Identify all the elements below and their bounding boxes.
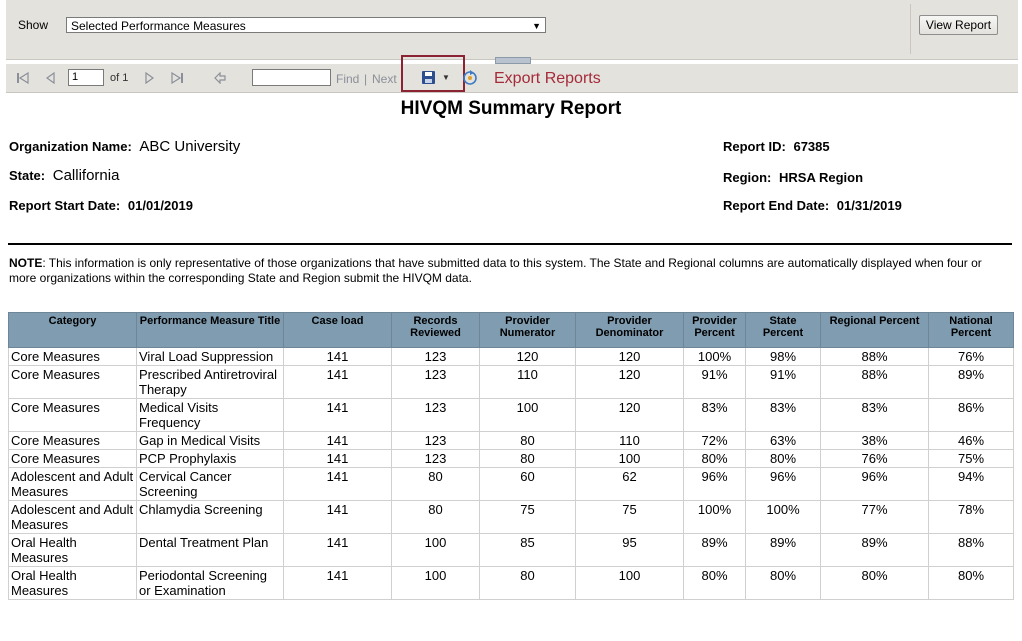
table-cell: 80% <box>746 567 821 600</box>
organization-name-row <box>9 138 240 155</box>
table-cell: 141 <box>284 399 392 432</box>
table-cell: 60 <box>480 468 576 501</box>
table-cell: 80 <box>392 501 480 534</box>
table-cell: 80% <box>746 450 821 468</box>
table-row <box>9 534 1014 567</box>
column-header: Performance Measure Title <box>137 313 284 348</box>
org-name-label: Organization Name: <box>9 139 132 154</box>
start-date-value: 01/01/2019 <box>127 198 193 213</box>
table-row <box>9 399 1014 432</box>
table-cell: 120 <box>576 366 684 399</box>
table-cell: 141 <box>284 432 392 450</box>
table-cell: Viral Load Suppression <box>137 348 284 366</box>
table-cell: 80 <box>392 468 480 501</box>
table-cell: 80% <box>821 567 929 600</box>
table-cell: 80% <box>929 567 1014 600</box>
table-cell: 76% <box>821 450 929 468</box>
table-row <box>9 468 1014 501</box>
collapse-parameters-toggle[interactable] <box>495 57 531 64</box>
table-cell: 110 <box>480 366 576 399</box>
parameter-panel <box>6 0 1018 60</box>
table-cell: 100% <box>746 501 821 534</box>
table-cell: 123 <box>392 450 480 468</box>
table-cell: 96% <box>746 468 821 501</box>
page-count-label: of 1 <box>110 72 129 84</box>
table-cell: Core Measures <box>9 366 137 399</box>
table-cell: Chlamydia Screening <box>137 501 284 534</box>
page-number-input[interactable]: 1 <box>68 69 104 86</box>
column-header: Provider Denominator <box>576 313 684 348</box>
table-cell: 98% <box>746 348 821 366</box>
table-cell: Periodontal Screening or Examination <box>137 567 284 600</box>
table-cell: 141 <box>284 501 392 534</box>
table-cell: 75 <box>480 501 576 534</box>
save-export-icon[interactable] <box>421 70 437 86</box>
table-cell: 72% <box>684 432 746 450</box>
table-cell: 100% <box>684 348 746 366</box>
table-cell: 89% <box>684 534 746 567</box>
show-dropdown[interactable] <box>66 17 546 33</box>
report-id-value: 67385 <box>793 139 830 154</box>
start-date-label: Report Start Date: <box>9 198 121 213</box>
table-cell: Dental Treatment Plan <box>137 534 284 567</box>
table-cell: 141 <box>284 450 392 468</box>
region-label: Region: <box>723 170 772 185</box>
end-date-value: 01/31/2019 <box>836 198 902 213</box>
table-cell: 141 <box>284 534 392 567</box>
report-id-row <box>723 139 830 154</box>
table-cell: 76% <box>929 348 1014 366</box>
table-cell: 83% <box>684 399 746 432</box>
column-header: Records Reviewed <box>392 313 480 348</box>
refresh-icon[interactable] <box>462 70 478 86</box>
column-header: State Percent <box>746 313 821 348</box>
column-header: Case load <box>284 313 392 348</box>
previous-page-icon[interactable] <box>46 72 56 84</box>
table-cell: 89% <box>929 366 1014 399</box>
table-cell: 100 <box>576 567 684 600</box>
end-date-label: Report End Date: <box>723 198 830 213</box>
export-dropdown-caret-icon[interactable]: ▼ <box>442 73 450 82</box>
table-cell: Oral Health Measures <box>9 534 137 567</box>
table-cell: 141 <box>284 366 392 399</box>
table-row <box>9 567 1014 600</box>
table-cell: 77% <box>821 501 929 534</box>
table-cell: Core Measures <box>9 348 137 366</box>
table-cell: Adolescent and Adult Measures <box>9 501 137 534</box>
table-cell: Medical Visits Frequency <box>137 399 284 432</box>
table-cell: 88% <box>821 366 929 399</box>
table-cell: Core Measures <box>9 432 137 450</box>
table-cell: 78% <box>929 501 1014 534</box>
table-cell: 120 <box>576 399 684 432</box>
table-header-row <box>9 313 1014 348</box>
region-value: HRSA Region <box>779 170 864 185</box>
table-cell: 80 <box>480 432 576 450</box>
note-label: NOTE <box>9 256 43 270</box>
table-cell: 80 <box>480 450 576 468</box>
first-page-icon[interactable] <box>16 72 30 84</box>
table-cell: 80% <box>684 567 746 600</box>
table-cell: 62 <box>576 468 684 501</box>
table-cell: 91% <box>746 366 821 399</box>
table-cell: Cervical Cancer Screening <box>137 468 284 501</box>
state-row <box>9 167 119 184</box>
table-row <box>9 432 1014 450</box>
dropdown-arrow-icon: ▼ <box>532 21 541 31</box>
report-toolbar <box>6 64 1018 93</box>
table-cell: 100 <box>392 534 480 567</box>
table-cell: 141 <box>284 567 392 600</box>
table-cell: 80% <box>684 450 746 468</box>
table-cell: 88% <box>821 348 929 366</box>
table-row <box>9 348 1014 366</box>
column-header: Category <box>9 313 137 348</box>
table-cell: 120 <box>480 348 576 366</box>
table-cell: 123 <box>392 399 480 432</box>
table-cell: 46% <box>929 432 1014 450</box>
end-date-row <box>723 198 902 213</box>
show-dropdown-value: Selected Performance Measures <box>71 19 246 33</box>
table-cell: 89% <box>821 534 929 567</box>
table-cell: 80 <box>480 567 576 600</box>
table-row <box>9 366 1014 399</box>
table-cell: Adolescent and Adult Measures <box>9 468 137 501</box>
show-label: Show <box>18 18 49 32</box>
table-cell: 96% <box>821 468 929 501</box>
table-cell: 100% <box>684 501 746 534</box>
find-link[interactable]: Find <box>336 72 360 86</box>
table-cell: Gap in Medical Visits <box>137 432 284 450</box>
state-value: Callifornia <box>52 167 120 184</box>
table-cell: 88% <box>929 534 1014 567</box>
table-row <box>9 501 1014 534</box>
table-row <box>9 450 1014 468</box>
view-report-button[interactable]: View Report <box>919 15 998 35</box>
table-cell: 120 <box>576 348 684 366</box>
table-cell: 91% <box>684 366 746 399</box>
table-cell: 100 <box>576 450 684 468</box>
table-cell: 100 <box>392 567 480 600</box>
performance-measures-table <box>8 312 1014 600</box>
table-cell: 75% <box>929 450 1014 468</box>
table-cell: 86% <box>929 399 1014 432</box>
org-name-value: ABC University <box>139 138 241 155</box>
panel-divider <box>910 4 911 54</box>
table-cell: Core Measures <box>9 450 137 468</box>
table-cell: 96% <box>684 468 746 501</box>
table-cell: 83% <box>821 399 929 432</box>
table-cell: Oral Health Measures <box>9 567 137 600</box>
table-cell: Core Measures <box>9 399 137 432</box>
table-cell: 141 <box>284 468 392 501</box>
start-date-row <box>9 198 193 213</box>
note-text: : This information is only representative of those organizations that have submitted data to this system. The State and Regional columns are automatically displayed when four or more organizations within the corresponding State and Region submit the HIVQM data. <box>9 256 982 285</box>
column-header: Provider Numerator <box>480 313 576 348</box>
report-id-label: Report ID: <box>723 139 786 154</box>
back-to-parent-icon[interactable] <box>214 72 226 84</box>
table-cell: 123 <box>392 366 480 399</box>
find-next-separator: | <box>364 72 368 86</box>
report-title: HIVQM Summary Report <box>400 98 622 119</box>
table-cell: 94% <box>929 468 1014 501</box>
last-page-icon[interactable] <box>170 72 184 84</box>
table-cell: 75 <box>576 501 684 534</box>
column-header: National Percent <box>929 313 1014 348</box>
table-cell: Prescribed Antiretroviral Therapy <box>137 366 284 399</box>
table-cell: 89% <box>746 534 821 567</box>
export-reports-annotation: Export Reports <box>494 70 601 87</box>
table-cell: 38% <box>821 432 929 450</box>
table-cell: PCP Prophylaxis <box>137 450 284 468</box>
table-cell: 110 <box>576 432 684 450</box>
region-row <box>723 170 863 185</box>
state-label: State: <box>9 168 46 183</box>
table-cell: 63% <box>746 432 821 450</box>
column-header: Regional Percent <box>821 313 929 348</box>
next-page-icon[interactable] <box>144 72 154 84</box>
section-divider <box>8 243 1012 245</box>
table-cell: 85 <box>480 534 576 567</box>
column-header: Provider Percent <box>684 313 746 348</box>
table-cell: 95 <box>576 534 684 567</box>
table-cell: 123 <box>392 432 480 450</box>
table-cell: 123 <box>392 348 480 366</box>
find-next-link[interactable]: Next <box>372 72 397 86</box>
note-paragraph <box>9 256 1009 286</box>
table-cell: 83% <box>746 399 821 432</box>
table-cell: 100 <box>480 399 576 432</box>
find-text-input[interactable] <box>252 69 331 86</box>
table-cell: 141 <box>284 348 392 366</box>
